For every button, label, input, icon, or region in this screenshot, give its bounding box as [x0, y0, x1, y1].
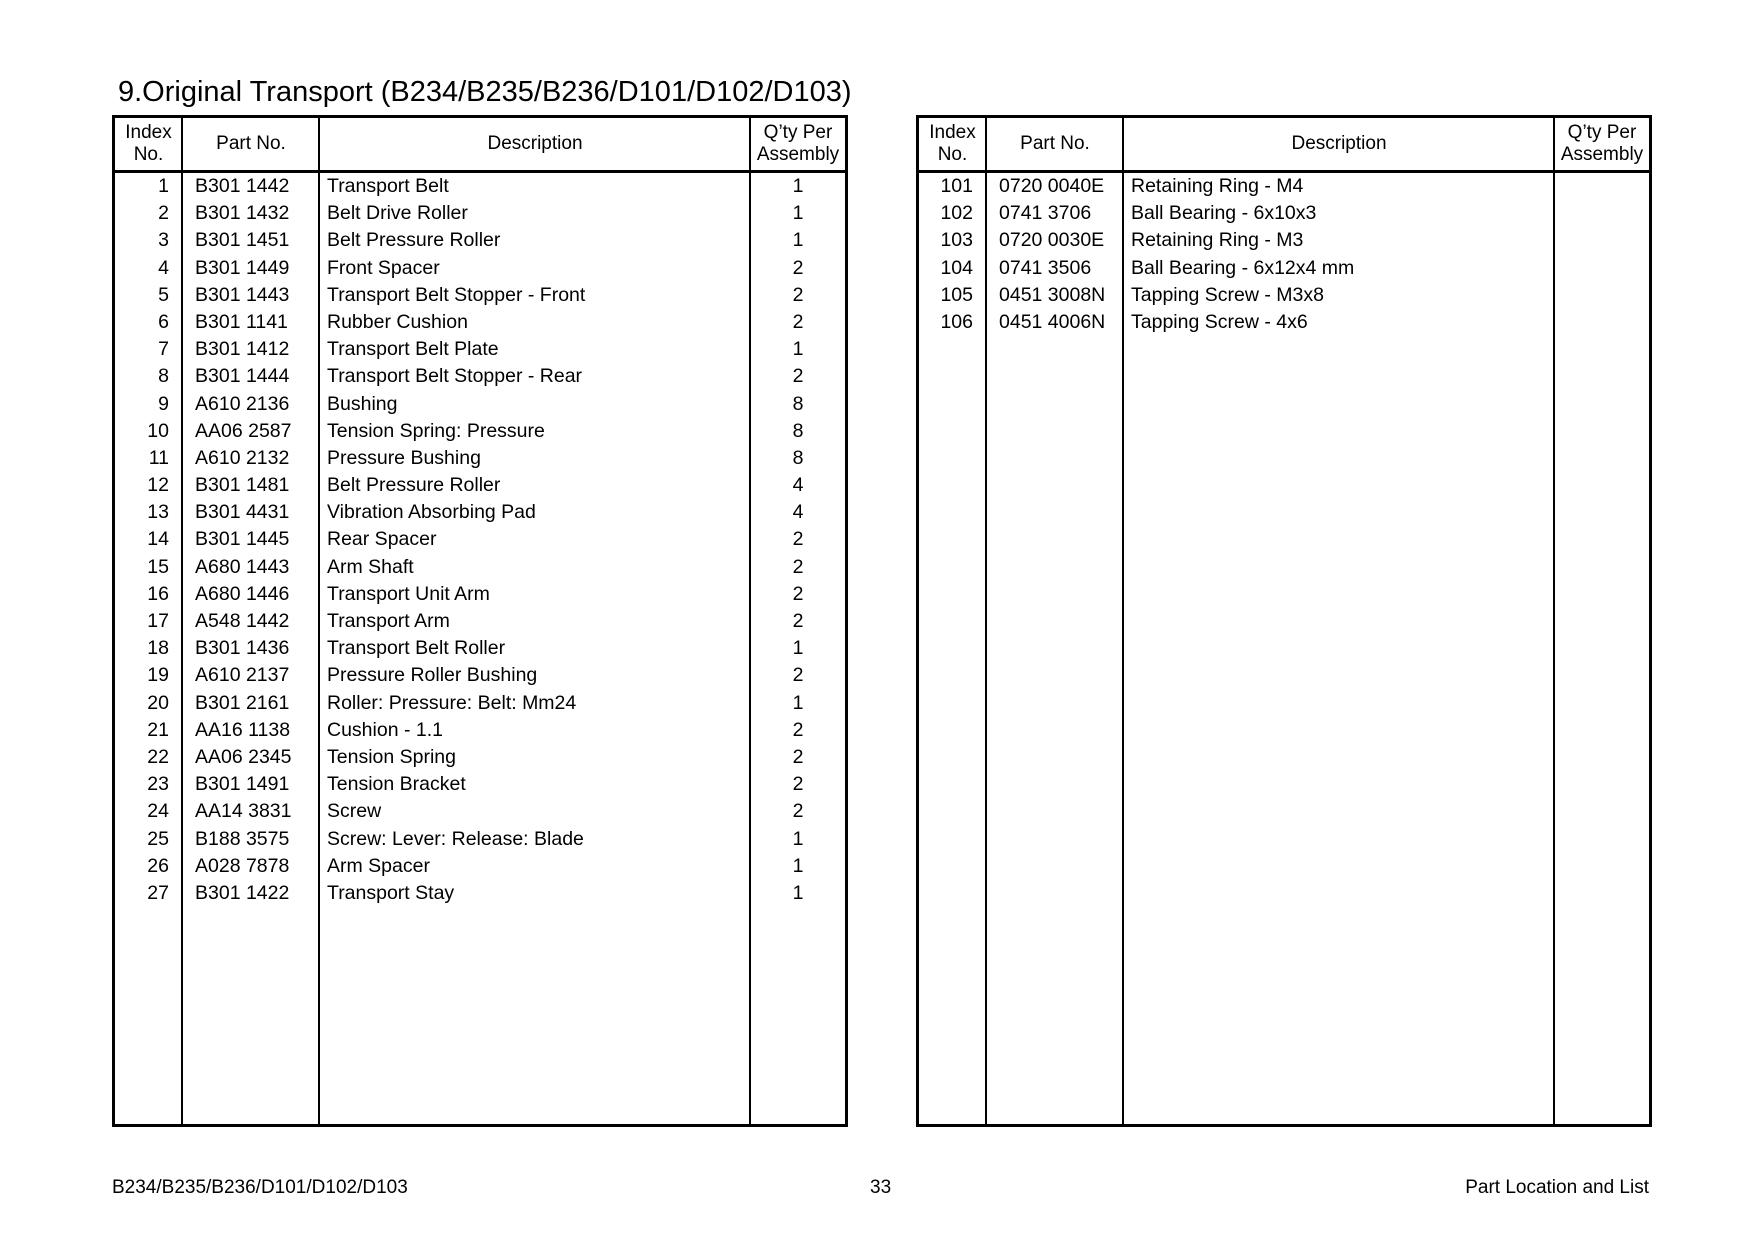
part-no-cell: 0741 3706	[999, 202, 1092, 225]
description-cell: Arm Shaft	[327, 555, 414, 578]
index-cell: 21	[147, 718, 169, 741]
index-cell: 20	[147, 691, 169, 714]
table-row	[115, 309, 845, 336]
part-no-cell: A610 2137	[195, 664, 290, 687]
description-cell: Bushing	[327, 392, 398, 415]
part-no-cell: 0720 0040E	[999, 175, 1105, 197]
description-cell: Transport Unit Arm	[327, 582, 490, 605]
qty-cell: 2	[792, 610, 804, 632]
table-row	[115, 363, 845, 390]
table-row	[115, 526, 845, 553]
part-no-cell: B301 1444	[195, 365, 290, 388]
index-cell: 2	[158, 202, 169, 225]
description-cell: Tension Spring: Pressure	[327, 419, 545, 442]
index-cell: 19	[147, 664, 169, 687]
qty-cell: 4	[792, 501, 804, 524]
part-no-cell: A610 2136	[195, 392, 290, 415]
qty-cell: 1	[792, 338, 804, 361]
table-row	[115, 554, 845, 581]
footer-section-name: Part Location and List	[1465, 1177, 1649, 1198]
qty-cell: 2	[792, 664, 804, 687]
index-cell: 11	[148, 446, 169, 469]
qty-cell: 1	[792, 827, 804, 850]
table-row	[115, 336, 845, 363]
index-cell: 18	[147, 637, 169, 660]
header-part-no: Part No.	[1020, 133, 1090, 154]
index-cell: 14	[147, 528, 169, 551]
header-description: Description	[1291, 133, 1387, 154]
description-cell: Pressure Bushing	[327, 446, 481, 469]
table-row	[115, 717, 845, 744]
part-no-cell: A680 1443	[195, 555, 290, 578]
table-row	[115, 798, 845, 825]
index-cell: 25	[147, 827, 169, 850]
index-cell: 26	[147, 854, 169, 877]
qty-cell: 2	[792, 310, 804, 333]
qty-cell: 1	[792, 229, 804, 252]
index-cell: 22	[147, 745, 169, 768]
description-cell: Retaining Ring - M4	[1131, 175, 1304, 197]
index-cell: 10	[147, 419, 169, 442]
index-cell: 104	[940, 256, 973, 279]
part-no-cell: B301 2161	[195, 691, 290, 714]
description-cell: Tension Bracket	[327, 773, 466, 796]
qty-cell: 2	[792, 555, 804, 578]
index-cell: 5	[158, 283, 169, 306]
page-title: 9.Original Transport (B234/B235/B236/D101/D102/D103)	[118, 76, 852, 108]
index-cell: 101	[940, 175, 973, 197]
part-no-cell: A028 7878	[195, 854, 290, 877]
qty-cell: 1	[792, 175, 804, 197]
table-row	[115, 200, 845, 227]
qty-cell: 1	[792, 691, 804, 714]
index-cell: 8	[158, 365, 169, 388]
index-cell: 16	[147, 582, 169, 605]
table-row	[919, 227, 1649, 254]
part-no-cell: AA06 2587	[195, 419, 292, 442]
part-no-cell: B301 1481	[195, 474, 290, 497]
index-cell: 13	[147, 501, 169, 524]
description-cell: Retaining Ring - M3	[1131, 229, 1304, 252]
table-header	[919, 118, 1649, 173]
header-index: Index No.	[929, 122, 976, 165]
description-cell: Transport Belt Stopper - Rear	[327, 365, 583, 388]
header-index: Index No.	[125, 122, 172, 165]
part-no-cell: B301 1445	[195, 528, 290, 551]
table-row	[115, 662, 845, 689]
description-cell: Screw: Lever: Release: Blade	[327, 827, 584, 850]
description-cell: Belt Pressure Roller	[327, 474, 501, 497]
qty-cell: 2	[792, 582, 804, 605]
part-no-cell: 0741 3506	[999, 256, 1092, 279]
description-cell: Vibration Absorbing Pad	[327, 501, 536, 524]
parts-table-left	[112, 115, 848, 1127]
description-cell: Pressure Roller Bushing	[327, 664, 538, 687]
qty-cell: 2	[792, 365, 804, 388]
table-row	[115, 282, 845, 309]
table-row	[115, 445, 845, 472]
part-no-cell: AA16 1138	[195, 718, 291, 741]
part-no-cell: B301 1442	[195, 175, 290, 197]
description-cell: Tension Spring	[327, 745, 456, 768]
table-row	[919, 255, 1649, 282]
part-no-cell: B301 1422	[195, 881, 290, 904]
description-cell: Ball Bearing - 6x10x3	[1131, 202, 1317, 225]
description-cell: Ball Bearing - 6x12x4 mm	[1131, 256, 1355, 279]
table-row	[115, 608, 845, 635]
description-cell: Transport Belt Stopper - Front	[327, 283, 586, 306]
description-cell: Screw	[327, 800, 382, 823]
qty-cell: 1	[792, 854, 804, 877]
index-cell: 102	[940, 202, 973, 225]
qty-cell: 2	[792, 528, 804, 551]
index-cell: 15	[147, 555, 169, 578]
index-cell: 4	[158, 256, 169, 279]
description-cell: Arm Spacer	[327, 854, 430, 877]
part-no-cell: B301 1443	[195, 283, 290, 306]
table-row	[115, 744, 845, 771]
qty-cell: 1	[792, 202, 804, 225]
qty-cell: 2	[792, 800, 804, 823]
table-row	[115, 255, 845, 282]
header-qty: Q’ty Per Assembly	[756, 122, 840, 165]
table-row	[115, 418, 845, 445]
table-row	[115, 499, 845, 526]
part-no-cell: 0451 4006N	[999, 310, 1106, 333]
description-cell: Transport Arm	[327, 610, 450, 632]
index-cell: 24	[147, 800, 169, 823]
part-no-cell: A680 1446	[195, 582, 290, 605]
description-cell: Rubber Cushion	[327, 310, 468, 333]
index-cell: 27	[147, 881, 169, 904]
qty-cell: 2	[792, 745, 804, 768]
description-cell: Transport Belt	[327, 175, 449, 197]
description-cell: Rear Spacer	[327, 528, 437, 551]
qty-cell: 1	[792, 637, 804, 660]
index-cell: 3	[158, 229, 169, 252]
index-cell: 105	[940, 283, 973, 306]
table-row	[115, 880, 845, 907]
table-row	[115, 826, 845, 853]
footer-page-number: 33	[870, 1177, 892, 1198]
qty-cell: 2	[792, 283, 804, 306]
table-row	[919, 173, 1649, 200]
description-cell: Cushion - 1.1	[327, 718, 443, 741]
part-no-cell: B301 1141	[195, 310, 288, 333]
part-no-cell: B188 3575	[195, 827, 290, 850]
table-row	[115, 581, 845, 608]
part-no-cell: B301 1432	[195, 202, 290, 225]
qty-cell: 2	[792, 718, 804, 741]
description-cell: Transport Belt Roller	[327, 637, 506, 660]
qty-cell: 8	[792, 419, 804, 442]
table-row	[115, 227, 845, 254]
part-no-cell: B301 1436	[195, 637, 290, 660]
qty-cell: 4	[792, 474, 804, 497]
part-no-cell: B301 4431	[195, 501, 290, 524]
table-row	[919, 200, 1649, 227]
description-cell: Transport Belt Plate	[327, 338, 499, 361]
description-cell: Belt Drive Roller	[327, 202, 468, 225]
qty-cell: 8	[792, 446, 804, 469]
table-row	[115, 635, 845, 662]
table-row	[115, 771, 845, 798]
table-row	[115, 690, 845, 717]
description-cell: Tapping Screw - M3x8	[1131, 283, 1324, 306]
description-cell: Front Spacer	[327, 256, 440, 279]
part-no-cell: A610 2132	[195, 446, 290, 469]
table-body	[919, 173, 1649, 336]
description-cell: Transport Stay	[327, 881, 455, 904]
header-part-no: Part No.	[216, 133, 286, 154]
index-cell: 1	[158, 175, 169, 197]
index-cell: 7	[158, 338, 169, 361]
table-header	[115, 118, 845, 173]
part-no-cell: AA06 2345	[195, 745, 292, 768]
part-no-cell: B301 1451	[195, 229, 290, 252]
table-row	[115, 391, 845, 418]
part-no-cell: 0451 3008N	[999, 283, 1106, 306]
index-cell: 6	[158, 310, 169, 333]
part-no-cell: 0720 0030E	[999, 229, 1105, 252]
header-description: Description	[487, 133, 583, 154]
part-no-cell: B301 1491	[195, 773, 290, 796]
qty-cell: 8	[792, 392, 804, 415]
index-cell: 9	[158, 392, 169, 415]
index-cell: 103	[940, 229, 973, 252]
table-row	[115, 853, 845, 880]
index-cell: 17	[147, 610, 169, 632]
index-cell: 23	[147, 773, 169, 796]
part-no-cell: AA14 3831	[195, 800, 292, 823]
part-no-cell: B301 1412	[195, 338, 290, 361]
table-body	[115, 173, 845, 907]
table-row	[919, 309, 1649, 336]
footer-model-list: B234/B235/B236/D101/D102/D103	[112, 1177, 408, 1198]
qty-cell: 2	[792, 773, 804, 796]
description-cell: Belt Pressure Roller	[327, 229, 501, 252]
parts-table-right	[916, 115, 1652, 1127]
table-row	[115, 173, 845, 200]
table-row	[919, 282, 1649, 309]
part-no-cell: B301 1449	[195, 256, 290, 279]
qty-cell: 2	[792, 256, 804, 279]
part-no-cell: A548 1442	[195, 610, 290, 632]
qty-cell: 1	[792, 881, 804, 904]
header-qty: Q’ty Per Assembly	[1560, 122, 1644, 165]
table-row	[115, 472, 845, 499]
index-cell: 106	[940, 310, 973, 333]
description-cell: Roller: Pressure: Belt: Mm24	[327, 691, 577, 714]
index-cell: 12	[147, 474, 169, 497]
description-cell: Tapping Screw - 4x6	[1131, 310, 1308, 333]
